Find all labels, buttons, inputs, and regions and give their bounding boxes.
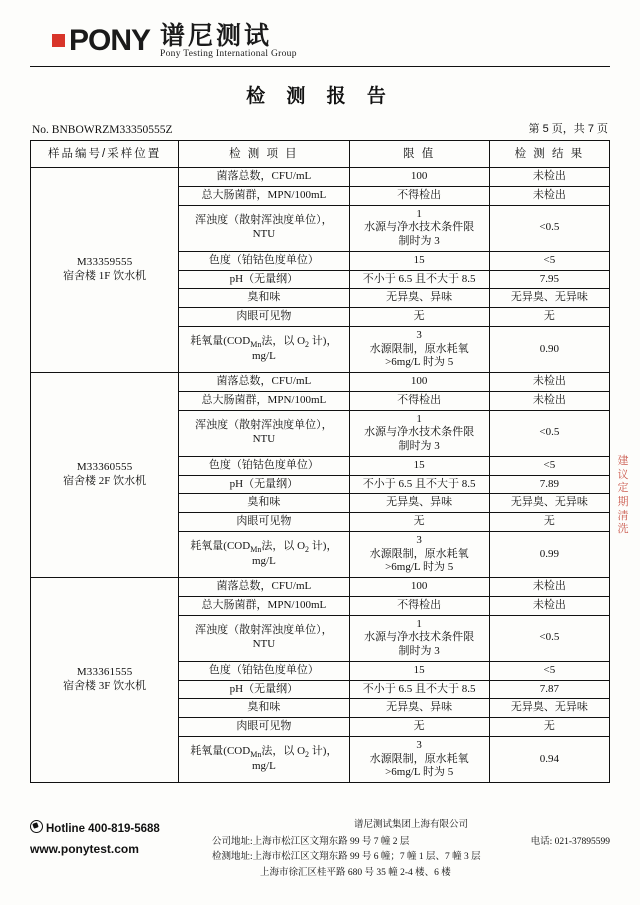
limit-value: 不得检出 <box>349 596 489 615</box>
test-item: 色度（铂钴色度单位） <box>179 251 349 270</box>
limit-value: 无 <box>349 308 489 327</box>
limit-value: 不得检出 <box>349 391 489 410</box>
result-value: 无 <box>489 308 609 327</box>
limit-line3: >6mg/L 时为 5 <box>385 561 454 574</box>
cod-sub-2: 2 <box>305 750 310 760</box>
limit-value: 15 <box>349 456 489 475</box>
test-item: pH（无量纲） <box>179 270 349 289</box>
result-value: <5 <box>489 661 609 680</box>
limit-line3: 制时为 3 <box>398 440 440 452</box>
col-header-result: 检 测 结 果 <box>489 141 609 168</box>
side-note-char: 定 <box>617 482 629 495</box>
limit-line3: 制时为 3 <box>398 235 440 247</box>
limit-value <box>349 615 489 661</box>
report-footer <box>30 818 610 882</box>
limit-value: 100 <box>349 578 489 597</box>
cod-line1-b: 法，以 O <box>261 539 306 552</box>
address-line-3 <box>212 866 610 882</box>
cod-line1-b: 法，以 O <box>261 744 306 757</box>
result-value: 无 <box>489 718 609 737</box>
address-label-2: 检测地址: <box>212 852 253 863</box>
sample-location: 宿舍楼 1F 饮水机 <box>63 270 147 282</box>
result-value: <5 <box>489 456 609 475</box>
cod-line1-a: 耗氧量(COD <box>190 744 251 757</box>
page-indicator: 第 5 页，共 7 页 <box>528 123 608 135</box>
test-item <box>179 531 349 577</box>
hotline-line <box>30 820 198 835</box>
handwritten-side-note <box>612 455 634 537</box>
logo-chinese-name: 谱尼测试 <box>160 21 273 50</box>
pony-logo-icon <box>52 24 150 58</box>
company-name: 谱尼测试集团上海有限公司 <box>353 820 468 830</box>
test-item: 臭和味 <box>179 699 349 718</box>
sample-code: M33361555 <box>76 666 133 679</box>
phone-icon <box>30 820 43 833</box>
limit-value: 不小于 6.5 且不大于 8.5 <box>349 475 489 494</box>
cod-line1-c: 计)， <box>309 744 338 757</box>
limit-value <box>349 326 489 372</box>
test-item: 色度（铂钴色度单位） <box>179 661 349 680</box>
result-value: 无异臭、无异味 <box>489 494 609 513</box>
limit-line1: 1 <box>416 412 422 425</box>
limit-value <box>349 410 489 456</box>
cod-line1-c: 计)， <box>309 539 338 552</box>
result-value: 0.90 <box>489 326 609 372</box>
result-value: 7.89 <box>489 475 609 494</box>
limit-value: 无异臭、异味 <box>349 289 489 308</box>
sample-cell <box>31 373 179 578</box>
cod-sub-2: 2 <box>305 545 310 555</box>
footer-address-block <box>212 818 610 882</box>
logo-english-name: Pony Testing International Group <box>160 49 297 60</box>
test-item: 肉眼可见物 <box>179 718 349 737</box>
limit-line3: >6mg/L 时为 5 <box>385 766 454 779</box>
cod-line1-a: 耗氧量(COD <box>190 539 251 552</box>
limit-line2: 水源限制，原水耗氧 <box>369 547 469 560</box>
cod-line1-c: 计)， <box>309 334 338 347</box>
test-item-line1: 浑浊度（散射浑浊度单位）， <box>195 624 333 637</box>
result-value: 0.99 <box>489 531 609 577</box>
sample-code: M33359555 <box>76 256 133 269</box>
result-value: <0.5 <box>489 205 609 251</box>
limit-line1: 3 <box>416 738 422 751</box>
test-item-line1: 浑浊度（散射浑浊度单位）， <box>195 419 333 432</box>
website-link[interactable]: www.ponytest.com <box>30 842 139 856</box>
result-value: <0.5 <box>489 410 609 456</box>
test-item <box>179 205 349 251</box>
result-value: 0.94 <box>489 736 609 782</box>
cod-sub-mn: Mn <box>250 750 262 760</box>
test-item-line1: 浑浊度（散射浑浊度单位）， <box>195 214 333 227</box>
cod-line2: mg/L <box>251 350 276 363</box>
test-item: 菌落总数，CFU/mL <box>179 168 349 187</box>
test-item: 色度（铂钴色度单位） <box>179 456 349 475</box>
limit-line1: 1 <box>416 207 422 220</box>
limit-line2: 水源与净水技术条件限 <box>364 631 475 644</box>
address-label-1: 公司地址: <box>212 836 253 847</box>
limit-value: 不小于 6.5 且不大于 8.5 <box>349 270 489 289</box>
limit-line2: 水源与净水技术条件限 <box>364 426 475 439</box>
test-item: 臭和味 <box>179 289 349 308</box>
limit-line2: 水源限制，原水耗氧 <box>369 752 469 765</box>
cod-sub-mn: Mn <box>250 340 262 350</box>
report-header <box>30 18 610 64</box>
col-header-sample: 样品编号/采样位置 <box>31 141 179 168</box>
limit-value: 无异臭、异味 <box>349 699 489 718</box>
cod-line2: mg/L <box>251 555 276 568</box>
cod-sub-mn: Mn <box>250 545 262 555</box>
cod-line2: mg/L <box>251 760 276 773</box>
col-header-item: 检 测 项 目 <box>179 141 349 168</box>
limit-value: 无异臭、异味 <box>349 494 489 513</box>
result-value: 无异臭、无异味 <box>489 699 609 718</box>
limit-line1: 1 <box>416 617 422 630</box>
test-item: 菌落总数，CFU/mL <box>179 578 349 597</box>
test-item: pH（无量纲） <box>179 475 349 494</box>
test-item: 总大肠菌群，MPN/100mL <box>179 596 349 615</box>
result-value: <5 <box>489 251 609 270</box>
limit-value: 100 <box>349 373 489 392</box>
report-meta <box>30 120 610 140</box>
result-value: <0.5 <box>489 615 609 661</box>
test-item-line2: NTU <box>252 228 276 241</box>
test-item: 菌落总数，CFU/mL <box>179 373 349 392</box>
table-row <box>31 168 610 187</box>
test-item <box>179 736 349 782</box>
limit-value: 15 <box>349 661 489 680</box>
address-line-2 <box>212 850 610 866</box>
test-item <box>179 615 349 661</box>
address-line-1 <box>212 835 610 851</box>
result-value: 无 <box>489 513 609 532</box>
limit-line1: 3 <box>416 328 422 341</box>
limit-value: 15 <box>349 251 489 270</box>
table-row <box>31 373 610 392</box>
test-item: 肉眼可见物 <box>179 308 349 327</box>
address-value-3: 上海市徐汇区桂平路 680 号 35 幢 2-4 楼、6 楼 <box>260 868 451 879</box>
limit-line1: 3 <box>416 533 422 546</box>
page-content <box>30 18 610 783</box>
limit-line2: 水源与净水技术条件限 <box>364 221 475 234</box>
side-note-char: 议 <box>617 468 629 481</box>
test-item: pH（无量纲） <box>179 680 349 699</box>
limit-value: 不得检出 <box>349 186 489 205</box>
test-item: 臭和味 <box>179 494 349 513</box>
cod-line1-b: 法，以 O <box>261 334 306 347</box>
limit-value <box>349 205 489 251</box>
limit-line2: 水源限制，原水耗氧 <box>369 342 469 355</box>
table-header-row <box>31 141 610 168</box>
test-item: 肉眼可见物 <box>179 513 349 532</box>
address-value-2: 上海市松江区文翔东路 99 号 6 幢；7 幢 1 层、7 幢 3 层 <box>252 852 481 863</box>
result-value: 未检出 <box>489 596 609 615</box>
cod-line1-a: 耗氧量(COD <box>190 334 251 347</box>
test-item-line2: NTU <box>252 638 276 651</box>
hotline-text: Hotline 400-819-5688 <box>46 823 160 835</box>
test-item: 总大肠菌群，MPN/100mL <box>179 186 349 205</box>
sample-cell <box>31 578 179 783</box>
result-value: 未检出 <box>489 373 609 392</box>
side-note-char: 清 <box>617 509 629 522</box>
col-header-limit: 限 值 <box>349 141 489 168</box>
test-item <box>179 326 349 372</box>
sample-location: 宿舍楼 3F 饮水机 <box>63 680 147 692</box>
test-item-line2: NTU <box>252 433 276 446</box>
limit-value: 无 <box>349 513 489 532</box>
address-value-1: 上海市松江区文翔东路 99 号 7 幢 2 层 <box>252 836 410 847</box>
result-value: 7.95 <box>489 270 609 289</box>
result-value: 无异臭、无异味 <box>489 289 609 308</box>
limit-value <box>349 736 489 782</box>
logo-chinese-block <box>160 23 297 59</box>
footer-contact-block <box>30 818 198 856</box>
result-value: 未检出 <box>489 391 609 410</box>
side-note-char: 建 <box>617 455 629 467</box>
result-value: 7.87 <box>489 680 609 699</box>
test-item <box>179 410 349 456</box>
logo-text: PONY <box>69 24 151 57</box>
test-item: 总大肠菌群，MPN/100mL <box>179 391 349 410</box>
limit-line3: 制时为 3 <box>398 645 440 657</box>
side-note-char: 洗 <box>617 523 629 536</box>
cod-sub-2: 2 <box>305 340 310 350</box>
limit-line3: >6mg/L 时为 5 <box>385 356 454 369</box>
side-note-char: 期 <box>617 495 629 508</box>
page-title: 检 测 报 告 <box>246 86 394 107</box>
result-value: 未检出 <box>489 186 609 205</box>
telephone: 电话: 021-37895599 <box>530 836 610 847</box>
limit-value: 无 <box>349 718 489 737</box>
header-divider <box>30 66 610 67</box>
result-value: 未检出 <box>489 168 609 187</box>
result-value: 未检出 <box>489 578 609 597</box>
limit-value: 100 <box>349 168 489 187</box>
limit-value <box>349 531 489 577</box>
sample-code: M33360555 <box>76 461 133 474</box>
sample-cell <box>31 168 179 373</box>
table-row <box>31 578 610 597</box>
report-number: No. BNBOWRZM33350555Z <box>32 124 173 136</box>
results-table <box>30 140 610 783</box>
limit-value: 不小于 6.5 且不大于 8.5 <box>349 680 489 699</box>
sample-location: 宿舍楼 2F 饮水机 <box>63 475 147 487</box>
